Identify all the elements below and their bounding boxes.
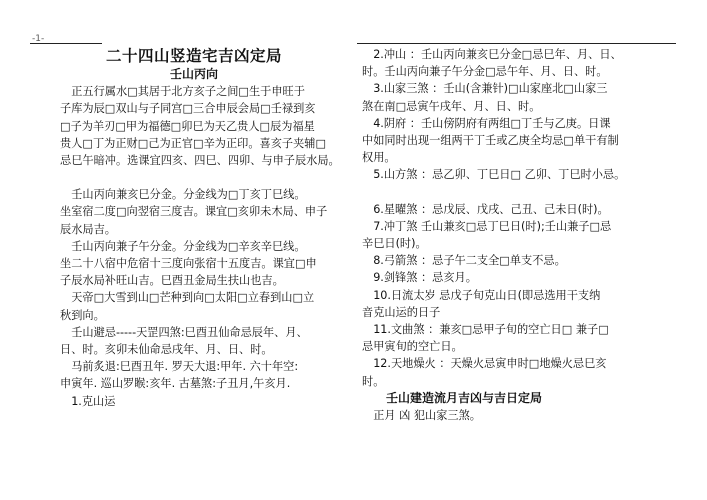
text-line: 正五行属水□其居于北方亥子之间□生于申旺于	[60, 85, 305, 99]
text-line: 11.文曲煞 ：兼亥□忌甲子旬的空亡日□ 兼子□	[362, 323, 609, 337]
page-title: 二十四山竖造宅吉凶定局	[106, 47, 283, 65]
text-line: 忌巳午暗冲。选课宜四亥、四巳、四卯、与申子辰水局。	[60, 154, 340, 168]
text-line: 6.星曜煞 ：忌戊辰、戊戌、己丑、己未日(时)。	[362, 202, 609, 216]
text-line: 3.山家三煞 ：壬山(含兼针)□山家座北□山家三	[362, 82, 608, 96]
text-line: 5.山方煞 ：忌乙卯、丁巳日□ 乙卯、丁巳时小忌。	[362, 168, 626, 182]
text-line: 8.弓箭煞 ：忌子午二支全□单支不忌。	[362, 254, 566, 268]
text-line: 辛巳日(时)。	[362, 237, 427, 251]
text-line: 天帝□大雪到山□芒种到向□太阳□立春到山□立	[60, 291, 315, 305]
text-line: 中如同时出现一组两干丁壬或乙庚全均忌□单干有制	[362, 134, 619, 148]
text-line: 坐室宿二度□向翌宿三度吉。课宜□亥卯未木局、申子	[60, 205, 328, 219]
text-line: 马前炙退:巳酉丑年. 罗天大退:甲年. 六十年空:	[60, 360, 299, 374]
text-line: 壬山避忌-----天罡四煞:巳酉丑仙命忌辰年、月、	[60, 325, 308, 339]
right-column	[362, 46, 678, 424]
text-line: 子辰水局补旺山吉。巳酉丑金局生扶山也吉。	[60, 274, 284, 288]
text-line: 贵人□丁为正财□己为正官□辛为正印。喜亥子夹辅□	[60, 136, 327, 150]
text-line: 7.冲丁煞 壬山兼亥□忌丁巳日(时);壬山兼子□忌	[362, 219, 612, 233]
section-heading: 壬山丙向	[170, 67, 219, 81]
text-line: 4.阴府 ：壬山傍阴府有两组□丁壬与乙庚。日课	[362, 116, 611, 130]
text-line: 10.日流太岁 忌戊子旬克山日(即忌选用干支纳	[362, 288, 601, 302]
text-line: 子库为辰□双山与子同宫□三合申辰会局□壬禄到亥	[60, 102, 316, 116]
text-line: 音克山运的日子	[362, 305, 441, 319]
text-line: 忌甲寅旬的空亡日。	[362, 340, 463, 354]
text-line	[60, 169, 350, 186]
text-line: 辰水局吉。	[60, 222, 116, 236]
page-number: -1-	[32, 34, 45, 44]
text-line: 时。	[362, 374, 385, 388]
text-line: 日、时。亥卯未仙命忌戌年、月、日、时。	[60, 343, 273, 357]
text-line: 1.克山运	[60, 394, 116, 408]
left-paragraphs	[60, 83, 350, 410]
text-line: 9.剑锋煞 ：忌亥月。	[362, 271, 477, 285]
header-rule-right	[357, 43, 676, 44]
text-line: 壬山丙向兼亥巳分金。分金线为□丁亥丁巳线。	[60, 188, 306, 202]
header-rule-left	[30, 43, 102, 44]
text-line: 12.天地燥火 ：天燥火忌寅申时□地燥火忌巳亥	[362, 357, 607, 371]
text-line: 权用。	[362, 151, 396, 165]
text-line: 煞在南□忌寅午戌年、月、日、时。	[362, 99, 541, 113]
text-line: 壬山丙向兼子午分金。分金线为□辛亥辛巳线。	[60, 239, 306, 253]
subsection-heading: 壬山建造流月吉凶与吉日定局	[386, 390, 543, 405]
text-line: 申寅年. 巡山罗睺:亥年. 古墓煞:子丑月,午亥月.	[60, 377, 291, 391]
text-line: 秋到向。	[60, 308, 105, 322]
text-line	[362, 184, 678, 201]
text-line: 坐二十八宿中危宿十三度向张宿十五度吉。课宜□申	[60, 257, 317, 271]
text-line: 2.冲山 ：壬山丙向兼亥巳分金□忌巳年、月、日、	[362, 48, 622, 61]
text-line: □子为羊刃□甲为福德□卯巳为天乙贵人□辰为福星	[60, 119, 315, 133]
right-paragraphs	[362, 46, 678, 390]
month-line: 正月 凶 犯山家三煞。	[362, 409, 481, 423]
left-column	[60, 66, 350, 410]
text-line: 时。壬山丙向兼子午分金□忌午年、月、日、时。	[362, 65, 608, 79]
